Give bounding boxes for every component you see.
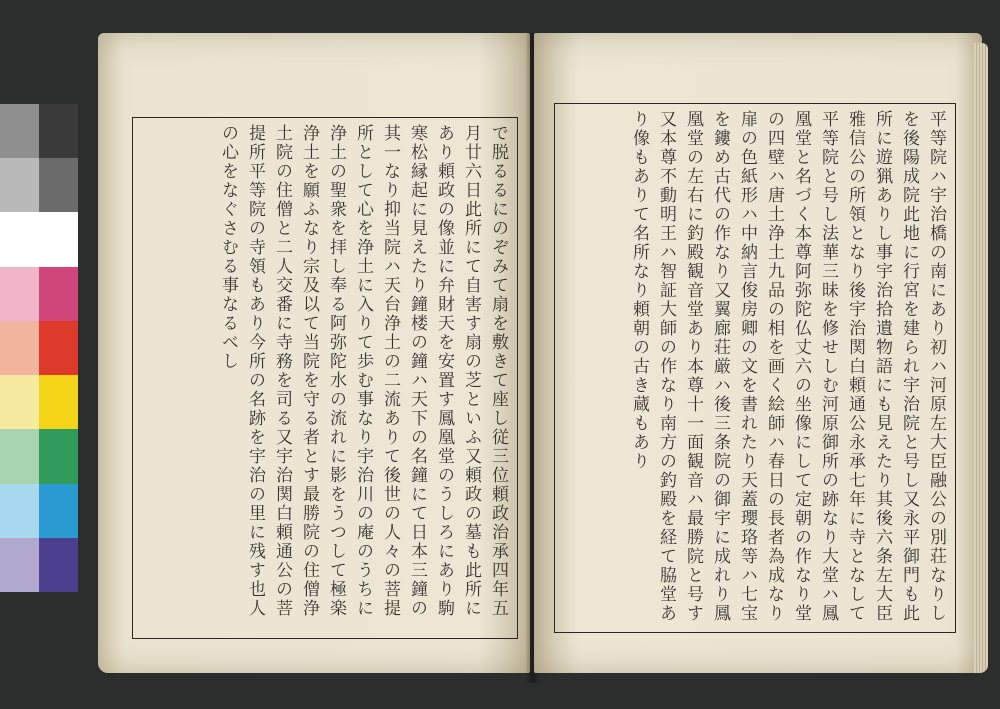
left-page-body-text: で脱るるにのぞみて扇を敷きて座し従三位頼政治承四年五月廿六日此所にて自害す扇の芝といふ又頼政の墓も此所にあり頼政の像並に弁財天を安置す鳳凰堂のうしろにあり駒寒松縁起に見えたり鐘楼の鐘ハ天下の名鐘にて日本三鐘の其一なり抑当院ハ天台浄土の二流ありて後世の人々の菩提所として心を浄土に入りて歩む事なり宇治川の庵のうちに浄土の聖衆を拝し奉る阿弥陀水の流れに影をうつして極楽浄土を願ふなり宗及以て当院を守る者とす最勝院の住僧浄土院の住僧と二人交番に寺務を司る又宇治関白頼通公の菩提所平等院の寺領もあり今所の名跡を宇治の里に残す也人の心をなぐさむる事なるべし [218, 124, 508, 618]
open-book [98, 33, 982, 693]
color-swatch [39, 321, 78, 375]
color-chart-row [0, 158, 78, 212]
color-swatch [0, 321, 39, 375]
left-page [98, 33, 530, 673]
color-chart-row [0, 484, 78, 538]
color-chart-row [0, 212, 78, 266]
color-chart-row [0, 375, 78, 429]
right-page-body-text: 平等院ハ宇治橋の南にあり初ハ河原左大臣融公の別荘なりしを後陽成院此地に行宮を建られ宇治院と号し又永平御門も此所に遊猟ありし事宇治拾遺物語にも見えたり其後六条左大臣雅信公の所領となり後宇治関白頼通公永承七年に寺となして平等院と号し法華三昧を修せしむ河原御所の跡なり大堂ハ鳳凰堂と名づく本尊阿弥陀仏丈六の坐像にして定朝の作なり堂の四壁ハ唐土浄土九品の相を画く絵師ハ春日の長者為成なり扉の色紙形ハ中納言俊房卿の文を書れたり天蓋瓔珞等ハ七宝を鏤め古代の作なり又翼廊荘厳ハ後三条院の御宇に成れり鳳凰堂の左右に釣殿観音堂あり本尊十一面観音ハ最勝院と号す又本尊不動明王ハ智証大師の作なり南方の釣殿を経て脇堂あり像もありて名所なり頼朝の古き蔵もあり [629, 110, 946, 623]
color-swatch [0, 212, 39, 266]
color-chart-row [0, 104, 78, 158]
color-swatch [39, 538, 78, 592]
color-swatch [39, 104, 78, 158]
color-swatch [0, 104, 39, 158]
color-swatch [0, 429, 39, 483]
left-page-text-frame [132, 117, 518, 639]
color-swatch [39, 429, 78, 483]
color-swatch [39, 267, 78, 321]
right-page-text-frame [554, 103, 956, 633]
color-swatch [39, 375, 78, 429]
color-swatch [39, 484, 78, 538]
color-chart-row [0, 538, 78, 592]
right-page [534, 33, 982, 673]
color-swatch [39, 212, 78, 266]
color-swatch [0, 484, 39, 538]
color-swatch [39, 158, 78, 212]
color-swatch [0, 158, 39, 212]
color-chart-row [0, 429, 78, 483]
color-swatch [0, 375, 39, 429]
color-chart-row [0, 321, 78, 375]
color-chart-row [0, 267, 78, 321]
color-swatch [0, 267, 39, 321]
color-swatch [0, 538, 39, 592]
page-stack-edge [974, 43, 988, 673]
color-calibration-chart [0, 104, 78, 592]
